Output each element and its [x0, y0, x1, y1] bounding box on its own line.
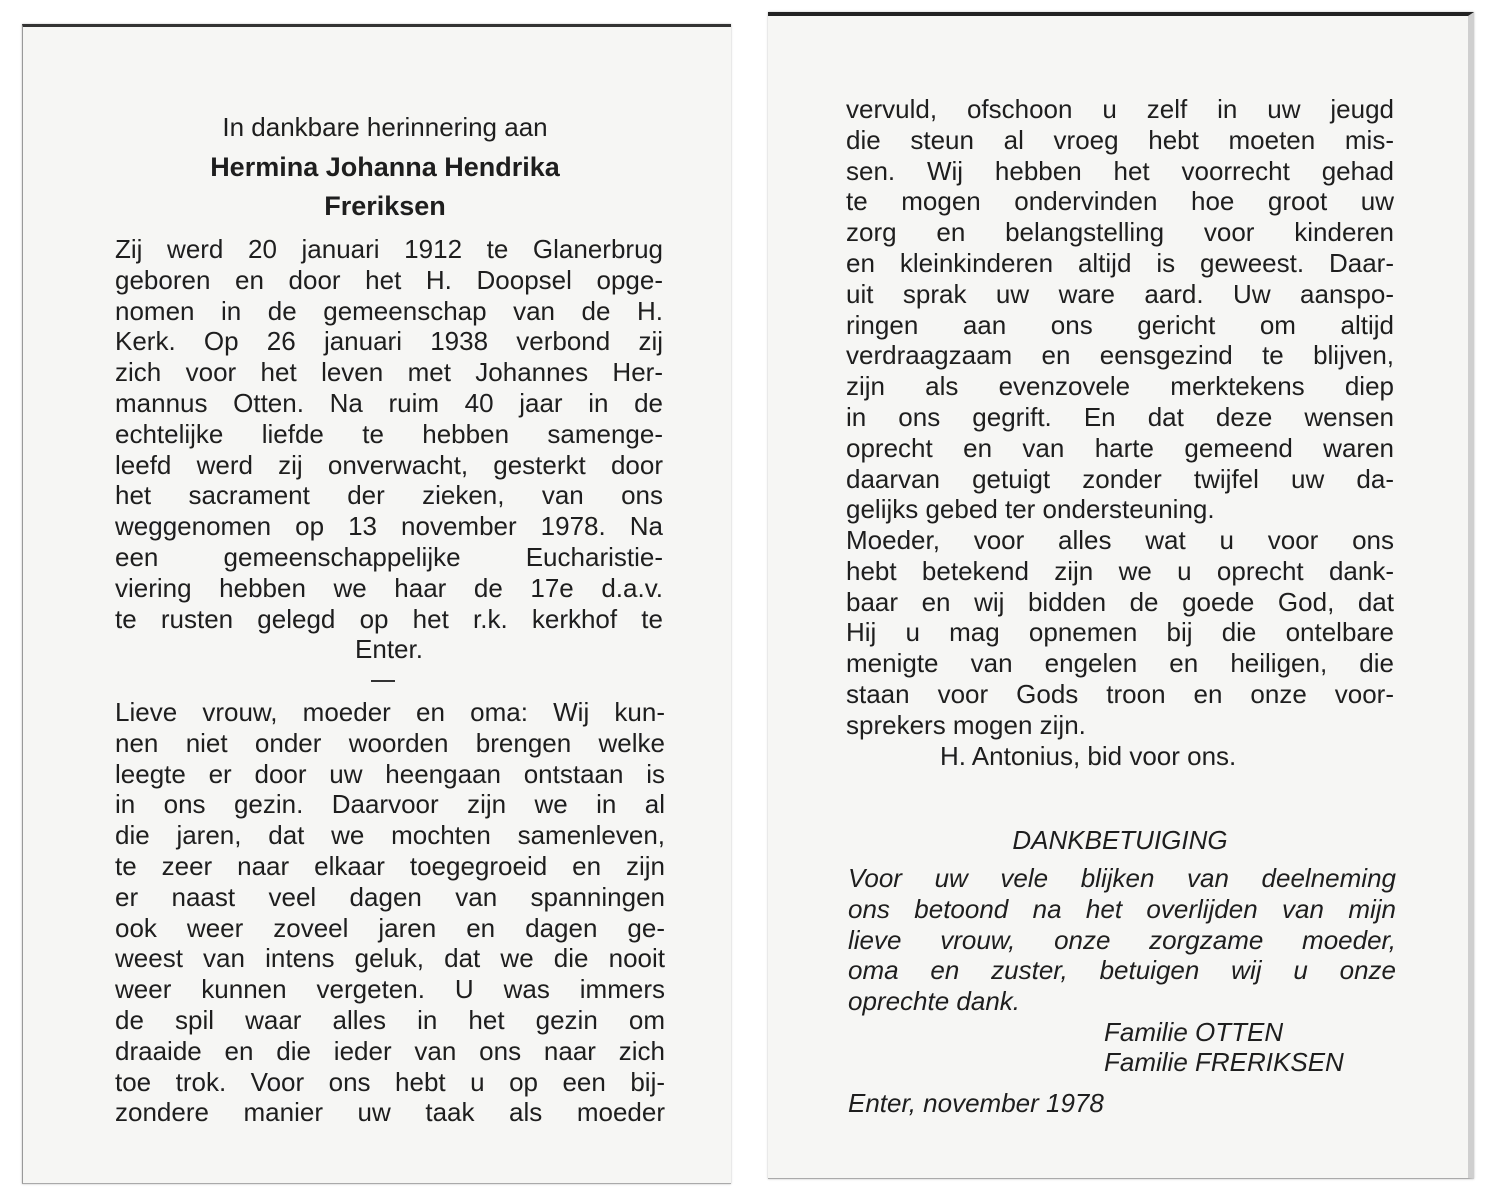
thanks-heading: DANKBETUIGING [1012, 825, 1228, 855]
text-line: het sacrament der zieken, van ons [115, 480, 663, 511]
text-line: verdraagzaam en eensgezind te blijven, [846, 340, 1394, 371]
text-line: die jaren, dat we mochten samenleven, [115, 820, 665, 851]
text-line: viering hebben we haar de 17e d.a.v. [115, 572, 663, 603]
text-line: Hij u mag opnemen bij die ontelbare [846, 617, 1394, 648]
text-line: zondere manier uw taak als moeder [115, 1097, 665, 1128]
text-line: te mogen ondervinden hoe groot uw [846, 186, 1394, 217]
text-line: weer kunnen vergeten. U was immers [115, 974, 665, 1005]
signature-otten: Familie OTTEN [1104, 1017, 1284, 1047]
divider-dash [371, 680, 395, 682]
text-line: baar en wij bidden de goede God, dat [846, 586, 1394, 617]
name-line-1: Hermina Johanna Hendrika [210, 152, 560, 182]
name-line-2: Freriksen [324, 191, 446, 221]
text-line: de spil waar alles in het gezin om [115, 1004, 665, 1035]
text-line: mannus Otten. Na ruim 40 jaar in de [115, 387, 663, 418]
biography-paragraph [115, 234, 663, 634]
text-line: leefd werd zij onverwacht, gesterkt door [115, 449, 663, 480]
text-line: ringen aan ons gericht om altijd [846, 309, 1394, 340]
deceased-name [100, 148, 670, 226]
text-line: te zeer naar elkaar toegegroeid en zijn [115, 850, 665, 881]
text-line: uit sprak uw ware aard. Uw aanspo- [846, 278, 1394, 309]
text-line: vervuld, ofschoon u zelf in uw jeugd [846, 94, 1394, 124]
text-line: weest van intens geluk, dat we die nooit [115, 943, 665, 974]
text-line: hebt betekend zijn we u oprecht dank- [846, 555, 1394, 586]
text-line: oma en zuster, betuigen wij u onze [848, 955, 1396, 986]
text-line: Zij werd 20 januari 1912 te Glanerbrug [115, 234, 663, 264]
tribute-continued-end: gelijks gebed ter ondersteuning. [846, 494, 1215, 524]
text-line: Moeder, voor alles wat u voor ons [846, 525, 1394, 555]
text-line: oprecht en van harte gemeend waren [846, 432, 1394, 463]
text-line: ook weer zoveel jaren en dagen ge- [115, 912, 665, 943]
text-line: ons betoond na het overlijden van mijn [848, 893, 1396, 924]
text-line: sen. Wij hebben het voorrecht gehad [846, 155, 1394, 186]
text-line: een gemeenschappelijke Eucharistie- [115, 541, 663, 572]
signature-freriksen: Familie FRERIKSEN [1104, 1047, 1344, 1077]
tribute-continued-paragraph [846, 94, 1394, 494]
text-line: Voor uw vele blijken van deelneming [848, 863, 1396, 893]
text-line: Lieve vrouw, moeder en oma: Wij kun- [115, 697, 665, 727]
gratitude-end: sprekers mogen zijn. [846, 710, 1086, 740]
text-line: er naast veel dagen van spanningen [115, 881, 665, 912]
text-line: te rusten gelegd op het r.k. kerkhof te [115, 603, 663, 634]
text-line: echtelijke liefde te hebben samenge- [115, 418, 663, 449]
text-line: staan voor Gods troon en onze voor- [846, 678, 1394, 709]
text-line: leegte er door uw heengaan ontstaan is [115, 758, 665, 789]
text-line: in ons gegrift. En dat deze wensen [846, 401, 1394, 432]
biography-end-line: Enter. [355, 634, 423, 664]
tribute-paragraph [115, 697, 665, 1128]
place-date: Enter, november 1978 [848, 1088, 1104, 1118]
text-line: zijn als evenzovele merktekens diep [846, 371, 1394, 402]
text-line: geboren en door het H. Doopsel opge- [115, 264, 663, 295]
intro-line: In dankbare herinnering aan [222, 112, 548, 142]
prayer-line: H. Antonius, bid voor ons. [940, 741, 1237, 771]
text-line: weggenomen op 13 november 1978. Na [115, 511, 663, 542]
text-line: Kerk. Op 26 januari 1938 verbond zij [115, 326, 663, 357]
text-line: en kleinkinderen altijd is geweest. Daar- [846, 247, 1394, 278]
thanks-end: oprechte dank. [848, 986, 1021, 1016]
text-line: zorg en belangstelling voor kinderen [846, 217, 1394, 248]
text-line: in ons gezin. Daarvoor zijn we in al [115, 789, 665, 820]
text-line: die steun al vroeg hebt moeten mis- [846, 124, 1394, 155]
text-line: nomen in de gemeenschap van de H. [115, 295, 663, 326]
gratitude-paragraph [846, 525, 1394, 710]
text-line: menigte van engelen en heiligen, die [846, 648, 1394, 679]
text-line: nen niet onder woorden brengen welke [115, 727, 665, 758]
text-line: draaide en die ieder van ons naar zich [115, 1035, 665, 1066]
text-line: zich voor het leven met Johannes Her- [115, 357, 663, 388]
thanks-paragraph [848, 863, 1396, 986]
text-line: daarvan getuigt zonder twijfel uw da- [846, 463, 1394, 494]
text-line: toe trok. Voor ons hebt u op een bij- [115, 1066, 665, 1097]
text-line: lieve vrouw, onze zorgzame moeder, [848, 924, 1396, 955]
